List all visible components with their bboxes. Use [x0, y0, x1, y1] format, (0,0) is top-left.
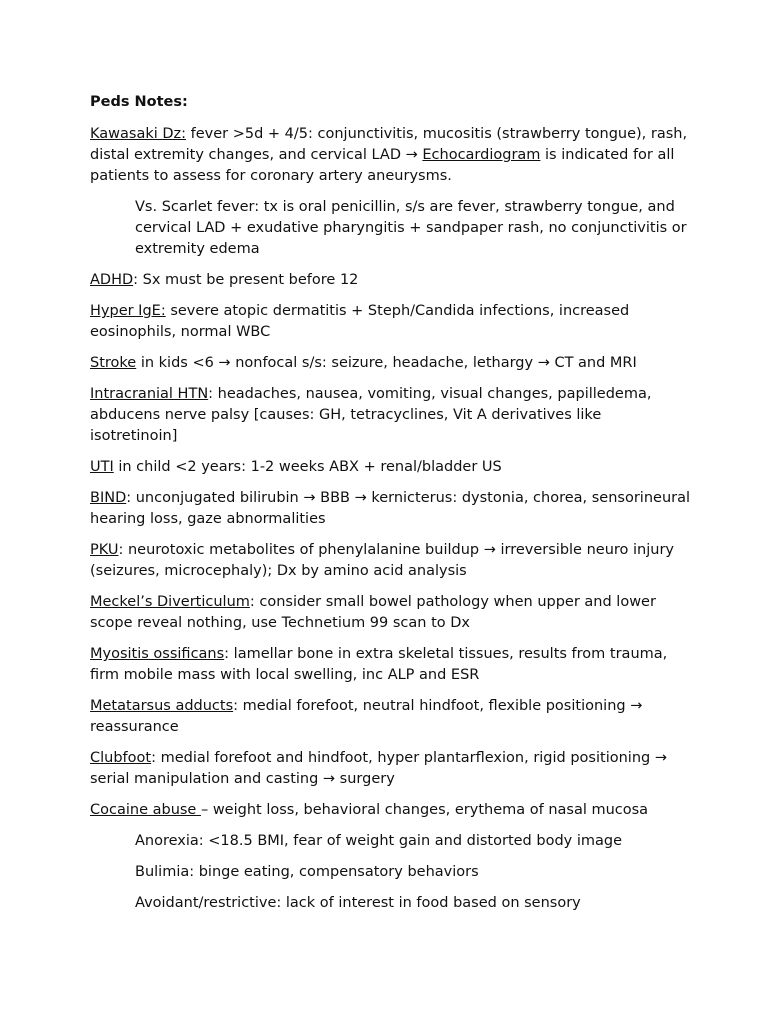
note-term: Stroke — [90, 355, 137, 371]
note-text: : headaches, nausea, vomiting, visual changes, papilledema, abducens nerve palsy [causes: GH, tetracyclines, Vit A derivatives like isotretinoin] — [90, 386, 652, 444]
note-pku — [90, 540, 690, 582]
note-text: : unconjugated bilirubin → BBB → kernicterus: dystonia, chorea, sensorineural hearing loss, gaze abnormalities — [90, 490, 691, 527]
note-term: Clubfoot — [90, 750, 152, 766]
note-bulimia — [90, 862, 690, 883]
note-meckels — [90, 592, 690, 634]
note-text: Avoidant/restrictive: lack of interest in food based on sensory — [135, 895, 581, 911]
note-term: BIND — [90, 490, 127, 506]
note-text-after: is indicated for all patients to assess for coronary artery aneurysms. — [90, 147, 675, 184]
note-intracranial-htn — [90, 384, 690, 447]
note-link-echocardiogram: Echocardiogram — [422, 147, 541, 163]
note-term: Myositis ossificans — [90, 646, 225, 662]
note-avoidant-restrictive — [90, 893, 690, 914]
note-term: Meckel’s Diverticulum — [90, 594, 250, 610]
note-text: in child <2 years: 1-2 weeks ABX + renal/bladder US — [113, 459, 502, 475]
document-page — [90, 93, 690, 924]
note-term: Hyper IgE: — [90, 303, 166, 319]
note-text: : medial forefoot, neutral hindfoot, flexible positioning → reassurance — [90, 698, 643, 735]
note-adhd — [90, 270, 690, 291]
note-term: Intracranial HTN — [90, 386, 209, 402]
note-text: : consider small bowel pathology when upper and lower scope reveal nothing, use Technetium 99 scan to Dx — [90, 594, 656, 631]
note-text: severe atopic dermatitis + Steph/Candida infections, increased eosinophils, normal WBC — [90, 303, 630, 340]
note-text: : neurotoxic metabolites of phenylalanine buildup → irreversible neuro injury (seizures, microcephaly); Dx by amino acid analysis — [90, 542, 674, 579]
note-text: : medial forefoot and hindfoot, hyper plantarflexion, rigid positioning → serial manipulation and casting → surgery — [90, 750, 667, 787]
note-text: in kids <6 → nonfocal s/s: seizure, headache, lethargy → CT and MRI — [136, 355, 637, 371]
note-text: fever >5d + 4/5: conjunctivitis, mucositis (strawberry tongue), rash, distal extremity changes, and cervical LAD → — [90, 126, 688, 163]
note-term: Cocaine abuse — [90, 802, 201, 818]
note-term: ADHD — [90, 272, 134, 288]
note-cocaine-abuse — [90, 800, 690, 821]
note-stroke — [90, 353, 690, 374]
note-text: Vs. Scarlet fever: tx is oral penicillin, s/s are fever, strawberry tongue, and cervical LAD + exudative pharyngitis + sandpaper rash, no conjunctivitis or extremity edema — [135, 199, 687, 257]
note-uti — [90, 457, 690, 478]
note-text: Bulimia: binge eating, compensatory behaviors — [135, 864, 479, 880]
note-myositis-ossificans — [90, 644, 690, 686]
note-hyper-ige — [90, 301, 690, 343]
note-term: UTI — [90, 459, 114, 475]
note-term: Metatarsus adducts — [90, 698, 234, 714]
note-kawasaki — [90, 124, 690, 187]
note-scarlet-fever — [90, 197, 690, 260]
note-text: Anorexia: <18.5 BMI, fear of weight gain and distorted body image — [135, 833, 623, 849]
note-text: : lamellar bone in extra skeletal tissues, results from trauma, firm mobile mass with local swelling, inc ALP and ESR — [90, 646, 668, 683]
page-title: Peds Notes: — [90, 94, 188, 110]
note-text: – weight loss, behavioral changes, erythema of nasal mucosa — [200, 802, 649, 818]
note-clubfoot — [90, 748, 690, 790]
note-anorexia — [90, 831, 690, 852]
note-term: PKU — [90, 542, 119, 558]
note-metatarsus-adducts — [90, 696, 690, 738]
note-term: Kawasaki Dz: — [90, 126, 187, 142]
note-text: : Sx must be present before 12 — [133, 272, 359, 288]
note-bind — [90, 488, 690, 530]
